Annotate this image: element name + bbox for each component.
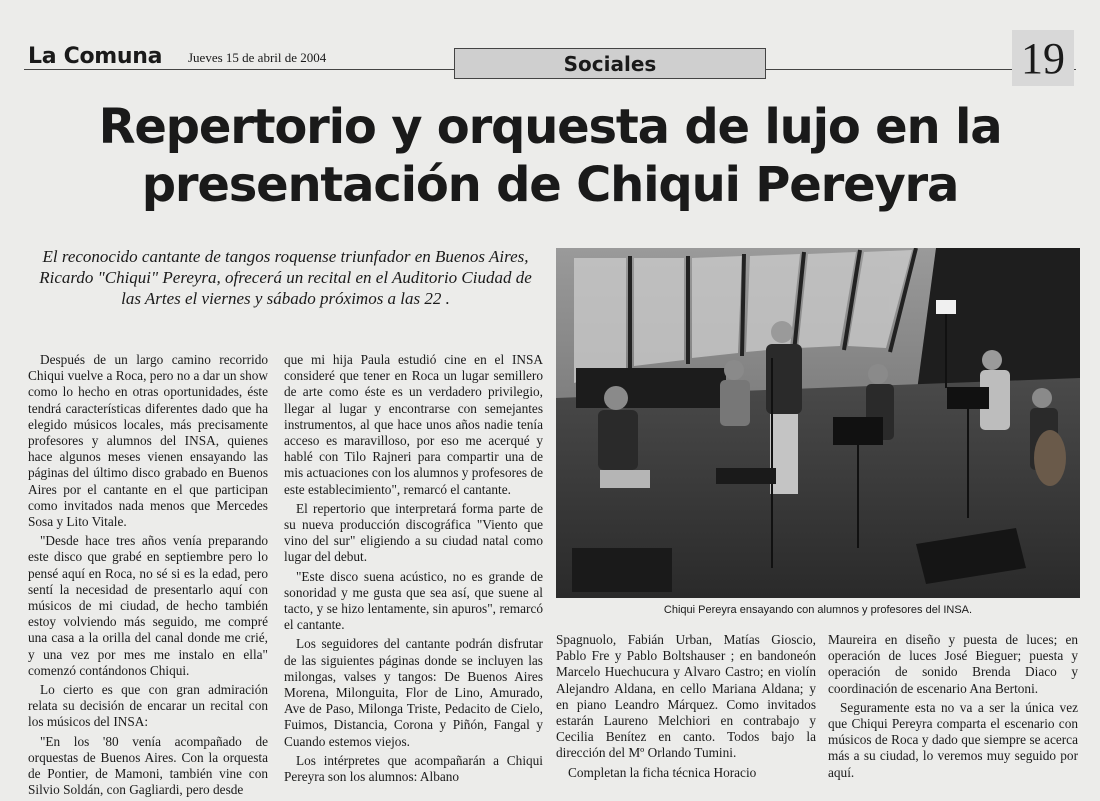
section-label: Sociales [454,48,766,79]
paragraph: El repertorio que interpretará forma parte de su nueva producción discográfica "Viento que vino del sur" eligiendo a su ciudad natal como lugar del debut. [284,500,543,565]
paragraph: "En los '80 venía acompañado de orquestas de Buenos Aires. Con la orquesta de Pontier, de Mamoni, también vine con Silvio Soldán, con Gagliardi, pero desde [28,733,268,798]
paragraph: Después de un largo camino recorrido Chiqui vuelve a Roca, pero no a dar un show como lo hecho en otras oportunidades, éste tendrá características diferentes dado que ha elegido músicos locales, más precisamente profesores y alumnos del INSA, quienes hace algunos meses vienen ensayando las páginas del último disco grabado en Buenos Aires por el cantante en el que participan como invitados nada menos que Mercedes Sosa y Lito Vitale. [28,352,268,530]
paragraph: Lo cierto es que con gran admiración relata su decisión de encarar un recital con los músicos del INSA: [28,682,268,730]
page-number: 19 [1012,30,1074,86]
paragraph: Seguramente esta no va a ser la única vez que Chiqui Pereyra comparta el escenario con músicos de Roca y dado que siempre se acerca más a su ciudad, lo veremos muy seguido por aquí. [828,699,1078,780]
masthead: La Comuna [28,44,163,69]
concert-rehearsal-photo [556,248,1080,598]
headline-line-1: Repertorio y orquesta de lujo en la [98,99,1002,155]
body-column-3 [556,632,816,784]
body-column-4 [828,632,1078,784]
paragraph: Los seguidores del cantante podrán disfrutar de las siguientes páginas donde se incluyen las milongas, valses y tangos: De Buenos Aires Morena, Milonguita, Flor de Lino, Amurado, Ave de Paso, Milonga Triste, Pedacito de Cielo, Fuimos, Distancia, Corona y Piñón, Fangal y Cuando estemos viejos. [284,636,543,749]
paragraph: Maureira en diseño y puesta de luces; en operación de luces José Bieguer; puesta y operación de sonido Brenda Diaco y coordinación de escenario Ana Bertoni. [828,632,1078,696]
paragraph: "Este disco suena acústico, no es grande de sonoridad y me gusta que sea así, que suene al tacto, y se hizo lentamente, sin apuros", remarcó el cantante. [284,568,543,633]
body-column-1 [28,352,268,801]
photo-caption: Chiqui Pereyra ensayando con alumnos y profesores del INSA. [663,604,973,616]
headline-line-2: presentación de Chiqui Pereyra [141,157,959,213]
photo-illustration [556,248,1080,598]
paragraph: Spagnuolo, Fabián Urban, Matías Gioscio, Pablo Fre y Pablo Boltshauser ; en bandoneón Marcelo Huechucura y Alvaro Castro; en violín Alejandro Aldana, en cello Mariana Aldana; y en piano Leandro Márquez. Como invitados estarán Laureno Melchiori en contrabajo y Cecilia Benítez en canto. Todos bajo la dirección del Mº Orlando Tumini. [556,632,816,761]
paragraph: Completan la ficha técnica Horacio [568,764,757,780]
paragraph: "Desde hace tres años venía preparando este disco que grabé en septiembre pero lo pensé aquí en Roca, no sé si es la edad, pero sentí la necesidad de presentarlo aquí con músicos de mi ciudad, de hecho también estoy volviendo más seguido, me compré una casa a la orilla del canal donde me crié, y una vez por mes me instalo en ella" comenzó contándonos Chiqui. [28,533,268,678]
paragraph: Los intérpretes que acompañarán a Chiqui Pereyra son los alumnos: Albano [284,752,543,785]
lead-paragraph: El reconocido cantante de tangos roquense triunfador en Buenos Aires, Ricardo "Chiqui" Pereyra, ofrecerá un recital en el Auditorio Ciudad de las Artes el viernes y sábado próximos a las 22 . [39,247,532,308]
issue-date: Jueves 15 de abril de 2004 [188,50,327,65]
body-column-2 [284,352,543,788]
paragraph: que mi hija Paula estudió cine en el INSA consideré que tener en Roca un lugar semillero de arte como éste es un verdadero privilegio, llegar al lugar y encontrarse con semejantes instrumentos, al que hace unos años nadie tenía acceso es maravilloso, por eso me acerqué y hablé con Tilo Rajneri para compartir una de mis actuaciones con los alumnos y profesores de este establecimiento", remarcó el cantante. [284,352,543,497]
headline [24,98,1076,214]
